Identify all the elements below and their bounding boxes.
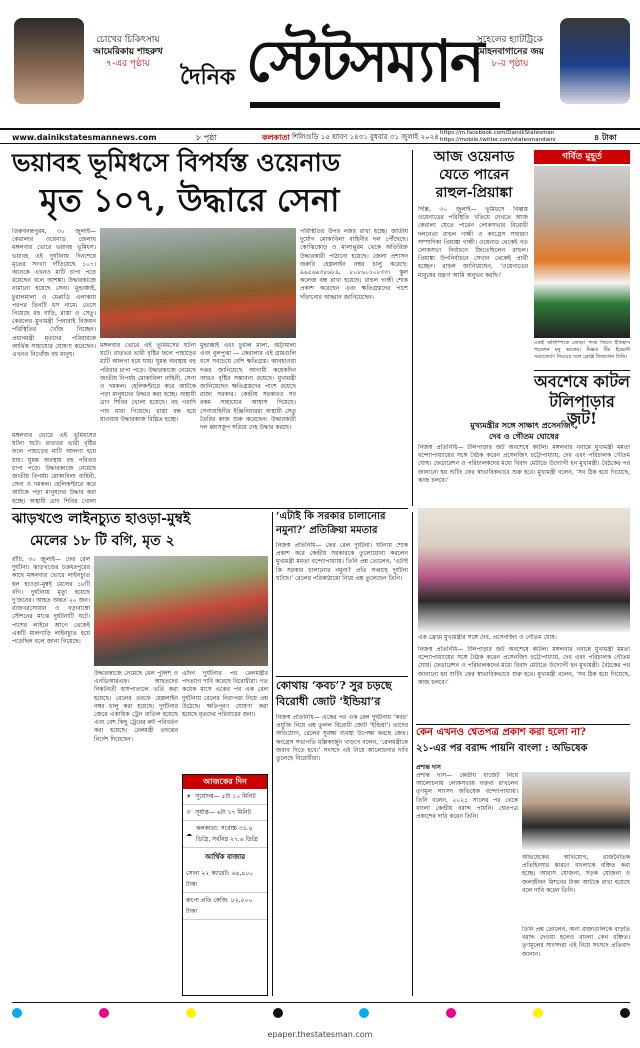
left-teaser-page: ৭-এর পৃষ্ঠায় — [106, 59, 150, 69]
india-top-rule — [276, 676, 408, 677]
money-rule — [412, 512, 413, 996]
yellow-dot — [533, 1008, 543, 1018]
mamata-text: নিজস্ব প্রতিনিধি— ফের রেল দুর্ঘটনা। ঘটনায় শোক প্রকাশ করে কেন্দ্রীয় সরকারকে তুলোধোনা করলেন মুখ্যমন্ত্রী মমতা বন্দ্যোপাধ্যায়। তিনি প্রশ্ন তোলেন, ‘এটাই কি সরকার চালানোর নমুনা? প্রতি সপ্তাহে দুর্ঘটনা ঘটছে।’ রেলের পরিকাঠামো নিয়ে প্রশ্ন তুলেছেন তিনি। — [276, 542, 408, 582]
facebook-link[interactable]: https://m.facebook.com/DainikStatesman — [440, 130, 555, 136]
olympic-medal-photo — [534, 166, 630, 338]
sunset-row — [183, 805, 267, 821]
website-link[interactable]: www.dainikstatesmannews.com — [12, 133, 157, 142]
sunrise-row — [183, 789, 267, 805]
white-paper-col3: তিনি প্রশ্ন তোলেন, অন্য রাজ্যগুলিকে বাড়তি বরাদ্দ দেওয়া হলেও বাংলা কেন বঞ্চিত। তৃণমূলের সাংসদরা এই নিয়ে সংসদে প্রতিবাদ জানান। — [522, 926, 630, 958]
city-label: কলকাতা — [262, 133, 290, 142]
lead-text-col3: মুন্ডাক্কাই এবং চুরাল মালা, অট্টামালা এবং নুলপুঝা — কেরালার এই গ্রামগুলি ধসে সবচেয়ে বেশি ক্ষতিগ্রস্ত। আবহাওয়া দপ্তর জানিয়েছে আগামী কয়েকদিন আরও বৃষ্টির সম্ভাবনা রয়েছে। মুখ্যমন্ত্রী জানিয়েছেন ক্ষতিগ্রস্তদের পাশে রয়েছে রাজ্য সরকার। কেন্দ্রীয় সরকারও সব রকম সাহায্যের আশ্বাস দিয়েছে। সেনাবাহিনীর ইঞ্জিনিয়াররা অস্থায়ী সেতু তৈরির কাজ শুরু করেছেন। উদ্ধারকারী দল ধ্বংসস্তূপ সরিয়ে দেহ উদ্ধার করছে। — [200, 342, 296, 432]
price-label: ৪ টাকা — [594, 133, 617, 142]
sunrise-text: সূর্যোদয়— ৫টা ১০ মিনিট — [195, 793, 256, 800]
tollywood-text: নিজস্ব প্রতিনিধি— টলিপাড়ার জট অবশেষে কাটল। মঙ্গলবার নবান্নে মুখ্যমন্ত্রী মমতা বন্দ্যোপাধ্যায়ের সঙ্গে বৈঠক করেন প্রসেনজিৎ চট্টোপাধ্যায়, দেব এবং পরিচালক গৌতম ঘোষ। ফেডারেশন ও পরিচালকদের মধ্যে বিবাদ মেটাতে উদ্যোগী হন মুখ্যমন্ত্রী। বৈঠকের পর জানানো হয় শুটিং ফের স্বাভাবিকভাবে শুরু হবে। মুখ্যমন্ত্রী বলেন, ‘সব ঠিক হয়ে গিয়েছে, কাজ চলবে।’ — [418, 444, 630, 484]
masthead — [0, 0, 640, 128]
black-dot — [620, 1008, 630, 1018]
logo-prefix: দৈনিক — [180, 64, 236, 90]
right-teaser-line2: মোহনবাগানের জয় — [476, 47, 544, 57]
sunset-text: সূর্যাস্ত— ৬টা ১৭ মিনিট — [195, 809, 251, 816]
silver-text: রুপো প্রতি কেজি: ৮২,৫০০ টাকা — [186, 897, 253, 915]
train-text-col2: উদ্ধারকাজে নেমেছে রেল পুলিশ ও এনডিআরএফ। আহতদের নিকটবর্তী হাসপাতালে ভর্তি করা হয়েছে। রেলের তরফে হেল্পলাইন নম্বর চালু করা হয়েছে। দুর্ঘটনার জেরে একাধিক ট্রেন বাতিল হয়েছে এবং বেশ কিছু ট্রেনের রুট পরিবর্তন করা হয়েছে। রেলমন্ত্রী তদন্তের নির্দেশ দিয়েছেন। — [94, 670, 178, 743]
white-paper-col2: অভিষেকের অভিযোগ, রাজনৈতিক প্রতিহিংসার কারণে বাংলাকে বঞ্চিত করা হচ্ছে। আবাস যোজনা, সড়ক যোজনা ও জলজীবন মিশনের টাকা আটকে রাখা হয়েছে বলে দাবি করেন তিনি। — [522, 854, 630, 894]
india-text: নিজস্ব প্রতিনিধি— একের পর এক রেল দুর্ঘটনায় ‘কবচ’ প্রযুক্তি নিয়ে প্রশ্ন তুলল বিরোধী জোট ‘ইন্ডিয়া’। তাদের অভিযোগ, রেলের সুরক্ষা ব্যবস্থা উপেক্ষা করছে কেন্দ্র। কংগ্রেস সভাপতি মল্লিকার্জুন খাড়গে বলেন, ‘রেলমন্ত্রীকে জবাব দিতে হবে।’ সংসদে এই নিয়ে আলোচনার দাবি তুলেছে বিরোধীরা। — [276, 714, 408, 763]
left-teaser[interactable] — [86, 34, 170, 70]
white-paper-byline: প্রশান্ত দাস — [416, 764, 441, 771]
black-dot — [273, 1008, 283, 1018]
white-paper-headline-line1: কেন এখনও শ্বেতপত্র প্রকাশ করা হলো না? — [416, 727, 586, 738]
sun-icon: ☀ — [186, 793, 192, 800]
proud-moment-label: গর্বিত মুহূর্ত — [534, 150, 630, 164]
right-teaser-page: ৮-র পৃষ্ঠায় — [491, 59, 529, 69]
lead-text-col2: মঙ্গলবার ভোরে এই ভূমিধসের ঘটনা ঘটে। রাতভর ভারী বৃষ্টির ফলে পাহাড়ের মাটি আলগা হয়ে যায়। ঘুমন্ত অবস্থায় বহু পরিবার চাপা পড়ে। উদ্ধারকাজে নেমেছে জাতীয় বিপর্যয় মোকাবিলা বাহিনী, সেনা ও দমকল। হেলিকপ্টারে করে আটকে পড়া মানুষদের উদ্ধার করা হচ্ছে। অস্থায়ী ত্রাণ শিবির খোলা — [12, 432, 96, 505]
tollywood-headline-line1: অবশেষে কাটল — [534, 372, 630, 391]
tollywood-subhead-line1: মুখ্যমন্ত্রীর সঙ্গে সাক্ষাৎ প্রসেনজিৎ, — [470, 421, 578, 430]
white-paper-col1: প্রশান্ত দাস— কেন্দ্রীয় বাজেট নিয়ে আলোচনায় লোকসভায় বক্তব্য রাখলেন তৃণমূল সাংসদ অভিষেক বন্দ্যোপাধ্যায়। তিনি বলেন, ২০২১ সালের পর থেকে বাংলা কেন্দ্রীয় বরাদ্দ পায়নি। শ্বেতপত্র প্রকাশের দাবি করেন তিনি। — [416, 772, 518, 821]
yellow-dot — [186, 1008, 196, 1018]
tollywood-top-rule — [534, 370, 630, 371]
lead-headline-line2: মৃত ১০৭, উদ্ধারে সেনা — [40, 181, 340, 219]
logo-main: স্টেটসম্যান — [246, 27, 483, 95]
landslide-photo — [100, 228, 296, 338]
cloud-icon: ☁ — [186, 830, 192, 838]
abhishek-photo — [522, 772, 630, 850]
right-teaser[interactable] — [462, 34, 558, 70]
dateline-bar — [0, 128, 640, 144]
train-text-col1: রাঁচি, ৩০ জুলাই— ফের রেল দুর্ঘটনা। ঝাড়খণ্ডের চক্রধরপুরের কাছে মঙ্গলবার ভোরে লাইনচ্যুত হল হাওড়া-মুম্বই মেলের ১৮টি বগি। দুর্ঘটনায় মৃত্যু হয়েছে দু’জনের। আহত অন্তত ২০ জন। রাজখরসোয়ান ও বড়াবাম্বো স্টেশনের মাঝে দুর্ঘটনাটি ঘটে। পাশের লাইনে আগে থেকেই একটি মালগাড়ি লাইনচ্যুত হয়ে পড়েছিল বলে জানা গিয়েছে। — [12, 556, 90, 646]
lead-text-col4: পরিস্থিতির উপর নজর রাখা হচ্ছে। জাতীয় দুর্যোগ মোকাবিলা বাহিনীর দল পৌঁছেছে। কোঝিকোড় ও মালাপ্পুরম থেকে অতিরিক্ত উদ্ধারকারী পাঠানো হয়েছে। জেলা প্রশাসন জরুরি হেল্পলাইন নম্বর চালু করেছে: ৯৬৫৬৯৩৮৬৮৯, ৮০৮৬০১০৮৩৩। স্কুল কলেজ বন্ধ রাখা হয়েছে। রাহুল গান্ধী শোক প্রকাশ করেছেন এবং ক্ষতিগ্রস্তদের পাশে দাঁড়ানোর আহ্বান জানিয়েছেন। — [300, 228, 408, 301]
side-headline-line2: যেতে পারেন — [439, 167, 509, 183]
gold-text: সোনা ২২ ক্যারেট: ৬৪,৪০০ টাকা — [186, 870, 254, 888]
silver-row — [183, 893, 267, 920]
tollywood-subhead-line2: দেব ও গৌতম ঘোষের — [489, 432, 559, 441]
side-headline-line3: রাহুল-প্রিয়াঙ্কা — [435, 185, 513, 201]
sunset-icon: ☼ — [186, 809, 192, 816]
weather-text: কলকাতা: সর্বোচ্চ ৩১.৪ ডিগ্রি, সর্বনিম্ন ২৭.৬ ডিগ্রি — [196, 825, 258, 843]
cyan-dot — [359, 1008, 369, 1018]
lead-text-col1: তিরুবনন্তপুরম, ৩০ জুলাই— কেরালার ওয়েনাড জেলায় মঙ্গলবার ভোরে ভয়াবহ ভূমিধস। ভয়াবহ এই দুর্ঘটনায় দিনশেষে মৃতের সংখ্যা দাঁড়িয়েছে ১০৭। অনেকে এখনও মাটি চাপা পড়ে রয়েছেন বলে আশঙ্কা। উদ্ধারকাজে নামানো হয়েছে সেনা। মুন্ডাক্কাই, চুরালমালা ও মেপ্পাডি এলাকায় পরপর তিনটি ধস নামে। ভেসে গিয়েছে বহু বাড়ি, রাস্তা ও সেতু। কেরলের মুখ্যমন্ত্রী পিনারাই বিজয়ন পরিস্থিতির খোঁজ নিচ্ছেন। প্রধানমন্ত্রী মৃতদের পরিবারকে আর্থিক সাহায্যের ঘোষণা করেছেন। এখনও নিখোঁজ বহু মানুষ। — [12, 228, 96, 359]
page-count: ৮ পৃষ্ঠা — [196, 133, 217, 142]
right-teaser-line1: সুহেলের হ্যাটট্রিকে — [476, 35, 544, 45]
shahrukh-photo — [14, 18, 84, 104]
twitter-link[interactable]: https://mobile.twitter.com/statesmandaini — [440, 137, 556, 143]
left-teaser-line2: আমেরিকায় শাহরুখ — [93, 47, 163, 57]
cyan-dot — [12, 1008, 22, 1018]
market-title: আর্থিক বাজার — [204, 853, 246, 861]
train-top-rule — [12, 508, 408, 509]
side-headline-line1: আজ ওয়েনাড — [433, 149, 515, 165]
magenta-dot — [99, 1008, 109, 1018]
proud-moment-caption: একই অলিম্পিকে জোড়া পদক জিতে ইতিহাস গড়লেন মনু ভাকের। মিক্সড টিম ইভেন্টে সরবজ্যোৎ সিংয়ের সঙ্গে ব্রোঞ্জ জিতলেন তিনি। — [534, 340, 630, 360]
train-derail-photo — [94, 556, 268, 666]
left-teaser-line1: চোখের চিকিৎসায় — [96, 35, 160, 45]
mamata-rule — [272, 512, 273, 996]
train-headline-line1: ঝাড়খণ্ডে লাইনচ্যুত হাওড়া-মুম্বই — [12, 511, 191, 527]
train-text-col3: এদিন দুর্ঘটনার পর রেলমন্ত্রীর পদত্যাগ দাবি করেছে বিরোধীরা। গত কয়েক মাসে একের পর এক রেল দুর্ঘটনায় রেলের নিরাপত্তা নিয়ে প্রশ্ন উঠেছে। ক্ষতিপূরণ ঘোষণা করা হয়েছে মৃতদের পরিবারের জন্য। — [182, 670, 268, 719]
tollywood-headline-line2: টলিপাড়ার জট! — [549, 392, 615, 428]
tollywood-photo — [418, 508, 630, 632]
today-box-title: আজকের দিন — [183, 775, 267, 789]
mamata-headline-line1: ‘এটাই কি সরকার চালানোর — [276, 511, 386, 522]
today-box — [182, 774, 268, 996]
suhail-photo — [560, 18, 630, 104]
newspaper-logo — [180, 20, 483, 112]
lead-headline-line1: ভয়াবহ ভূমিধসে বিপর্যস্ত ওয়েনাড — [12, 148, 341, 177]
gold-row — [183, 866, 267, 893]
mamata-headline-line2: নমুনা?’ প্রতিক্রিয়া মমতার — [276, 525, 378, 536]
epaper-footer[interactable]: epaper.thestatesman.com — [267, 1030, 373, 1039]
logo-underline — [250, 102, 500, 108]
side-story-text: দিল্লি, ৩০ জুলাই— ভূমিধসে বিধ্বস্ত ওয়েনাডের পরিস্থিতি খতিয়ে দেখতে আজ কেরালা যেতে পারেন লোকসভার বিরোধী দলনেতা রাহুল গান্ধী ও কংগ্রেস সাধারণ সম্পাদিকা প্রিয়াঙ্কা গান্ধী। ওয়েনাড থেকেই গত লোকসভা নির্বাচনে জিতেছিলেন রাহুল। প্রিয়াঙ্কা উপনির্বাচনে সেখান থেকেই প্রার্থী হচ্ছেন। রাহুল জানিয়েছেন, ‘ওয়েনাডের মানুষের যন্ত্রণা আমি অনুভব করছি।’ — [418, 206, 528, 279]
tollywood-caption: এক ফ্রেমে মুখ্যমন্ত্রীর সঙ্গে দেব, প্রসেনজিৎ ও গৌতম ঘোষ। — [418, 634, 557, 641]
weather-row — [183, 821, 267, 848]
white-paper-headline-line2: ২১-এর পর বরাদ্দ পায়নি বাংলা : অভিষেক — [416, 743, 588, 754]
magenta-dot — [446, 1008, 456, 1018]
footer-rule — [12, 1002, 630, 1003]
india-headline-line2: বিরোধী জোট ‘ইন্ডিয়া’র — [276, 695, 381, 708]
column-rule — [412, 150, 413, 506]
cmyk-strip — [12, 1008, 630, 1020]
tollywood-text-cont: নিজস্ব প্রতিনিধি— টলিপাড়ার জট অবশেষে কাটল। মঙ্গলবার নবান্নে মুখ্যমন্ত্রী মমতা বন্দ্যোপাধ্যায়ের সঙ্গে বৈঠক করেন প্রসেনজিৎ চট্টোপাধ্যায়, দেব এবং পরিচালক গৌতম ঘোষ। ফেডারেশন ও পরিচালকদের মধ্যে বিবাদ মেটাতে উদ্যোগী হন মুখ্যমন্ত্রী। বৈঠকের পর জানানো হয় শুটিং ফের স্বাভাবিকভাবে শুরু হবে। মুখ্যমন্ত্রী বলেন, ‘সব ঠিক হয়ে গিয়েছে, কাজ চলবে।’ — [418, 646, 630, 686]
train-headline-line2: মেলের ১৮ টি বগি, মৃত ২ — [30, 533, 175, 549]
india-headline-line1: কোথায় ‘কবচ’? সুর চড়ছে — [276, 679, 392, 692]
date-label: শিলিগুড়ি ১৫ শ্রাবণ ১৪৩১ বুধবার ৩১ জুলাই ২০২৪ — [292, 133, 439, 141]
lead-text-col2b: মঙ্গলবার ভোরে এই ভূমিধসের ঘটনা ঘটে। রাতভর ভারী বৃষ্টির ফলে পাহাড়ের মাটি আলগা হয়ে যায়। ঘুমন্ত অবস্থায় বহু পরিবার চাপা পড়ে। উদ্ধারকাজে নেমেছে জাতীয় বিপর্যয় মোকাবিলা বাহিনী, সেনা ও দমকল। হেলিকপ্টারে করে আটকে পড়া মানুষদের উদ্ধার করা হচ্ছে। অস্থায়ী ত্রাণ শিবির খোলা হয়েছে। বহু গবাদি পশু মারা গিয়েছে। রাস্তা বন্ধ হয়ে যাওয়ায় উদ্ধারকাজ বিঘ্নিত হচ্ছে। — [100, 342, 196, 423]
white-paper-top-rule — [416, 724, 630, 725]
